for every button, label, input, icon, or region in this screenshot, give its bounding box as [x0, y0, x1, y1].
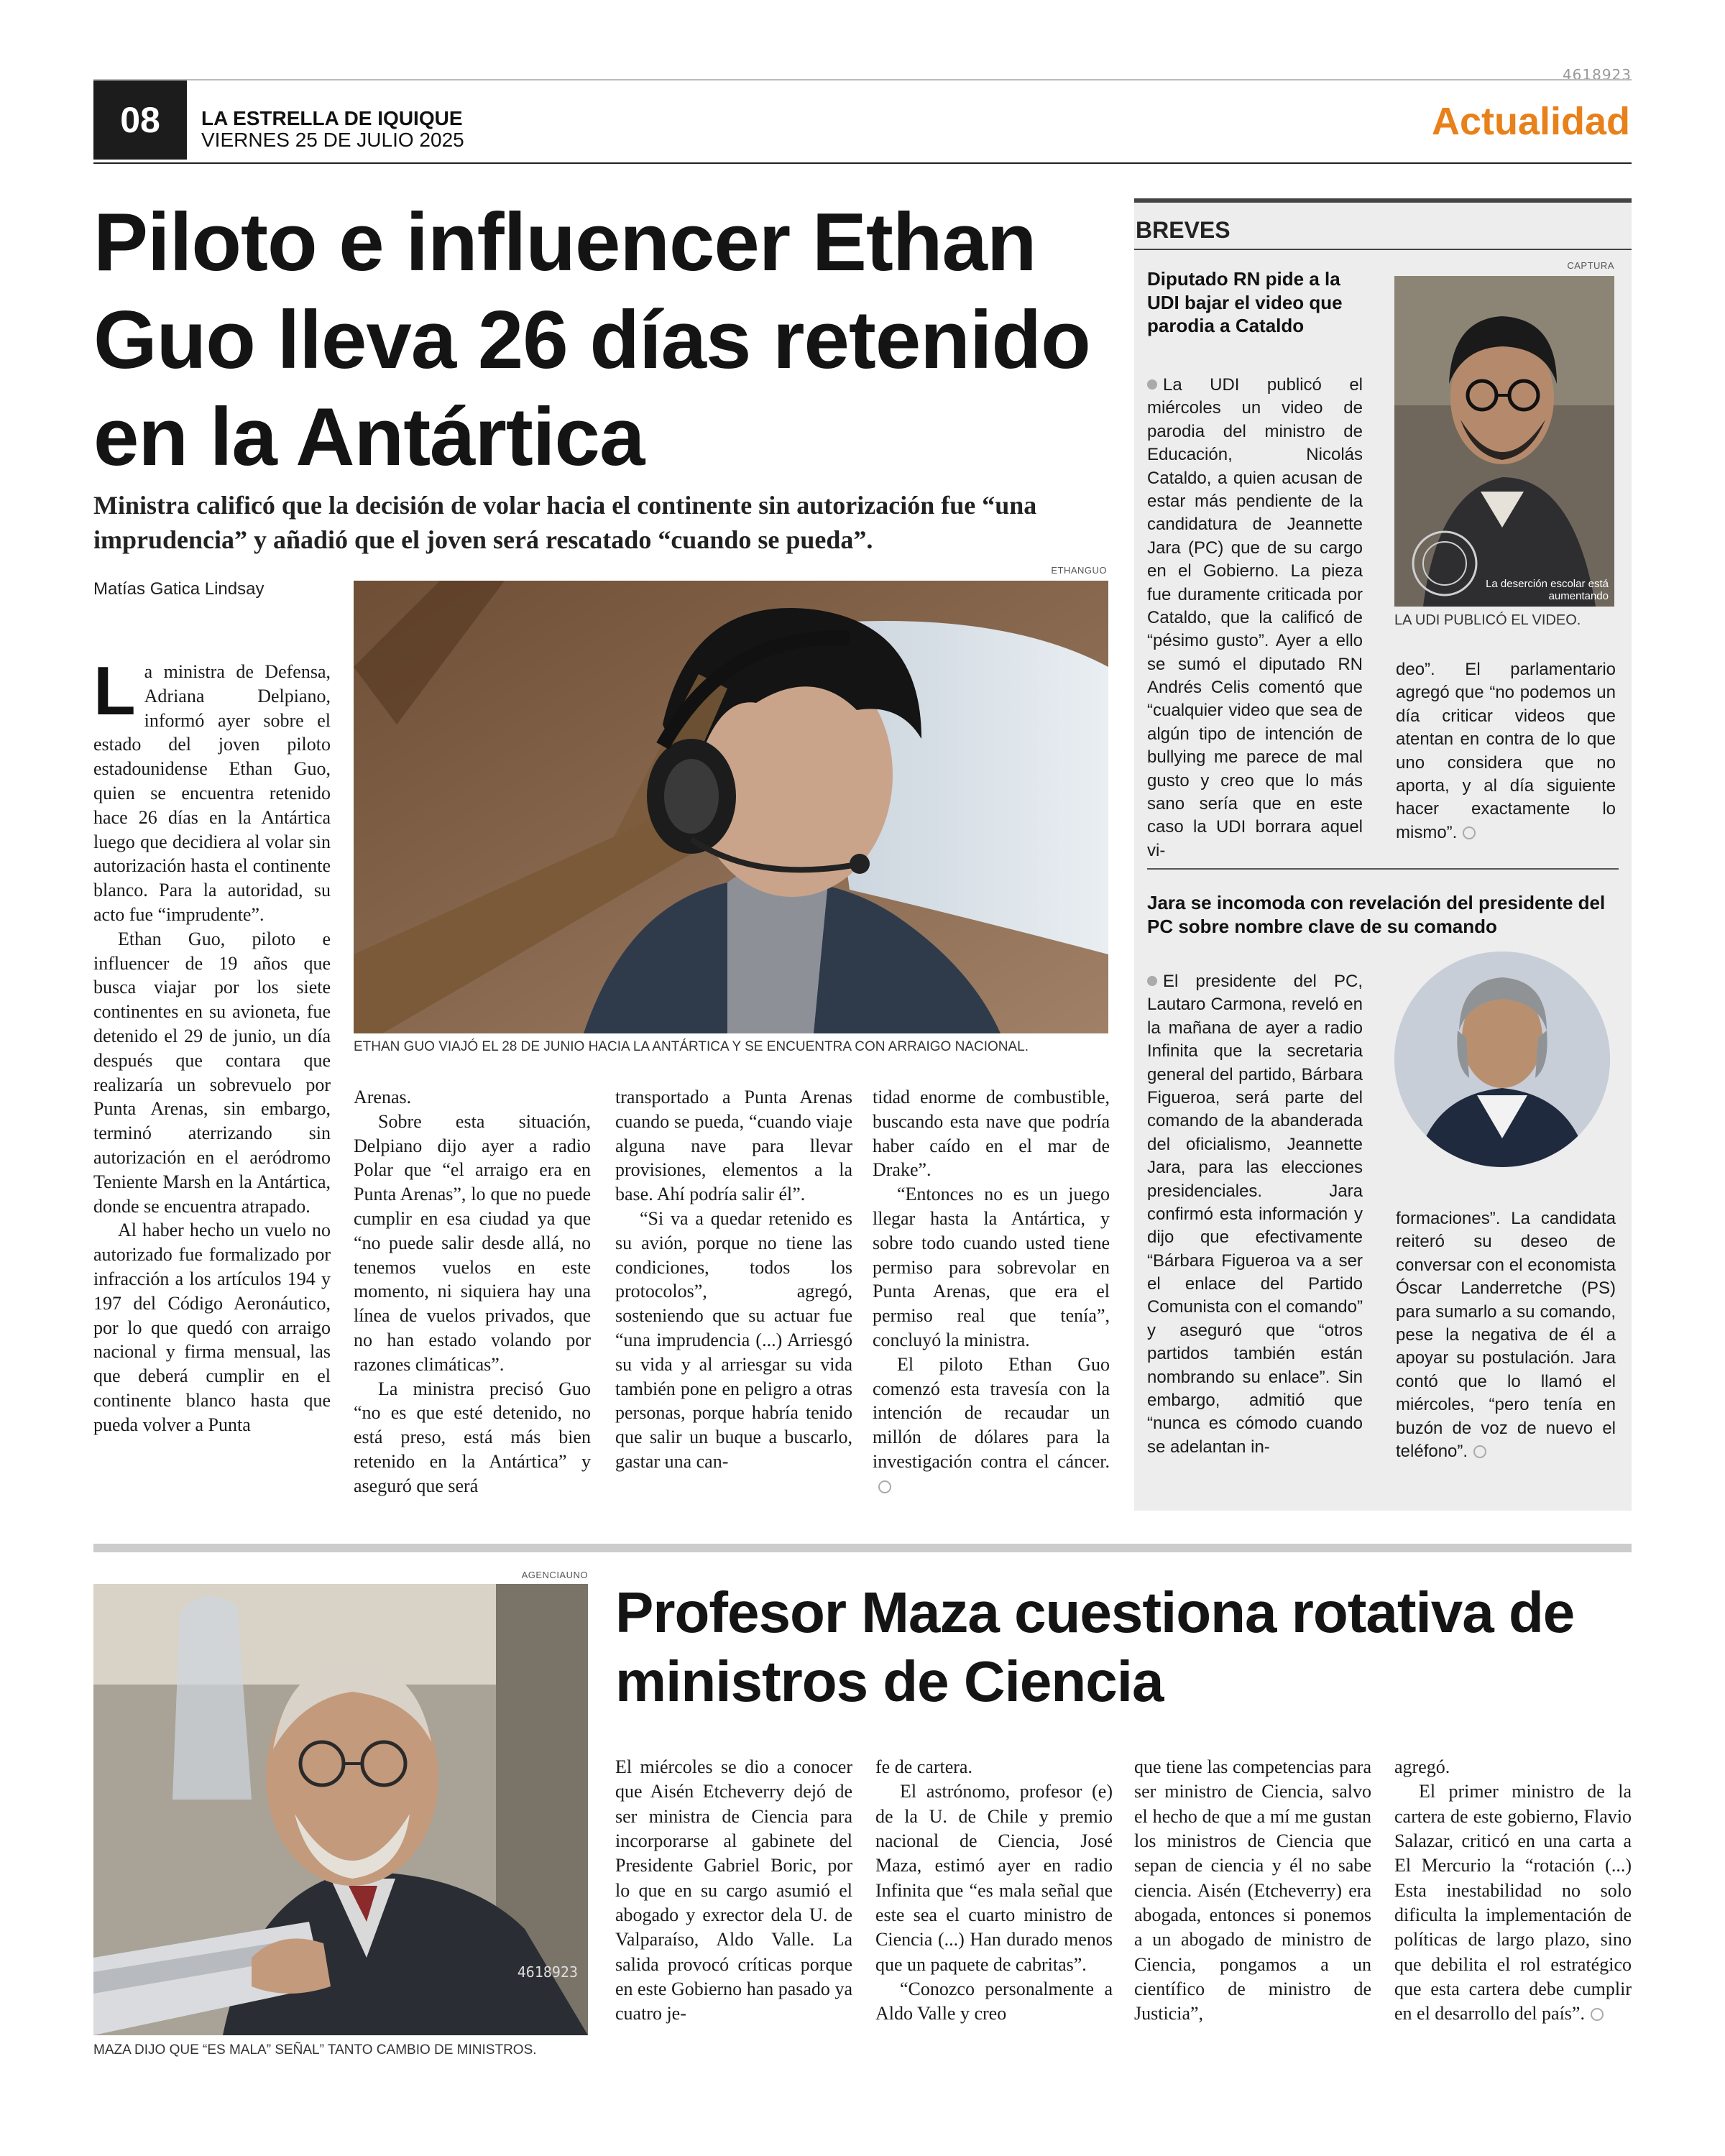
header-bottom-rule [93, 162, 1632, 164]
brief-separator [1147, 868, 1619, 870]
brief-1-column-2: deo”. El parlamentario agregó que “no podemos un día criticar videos que atentan en contra de lo que uno considera que no aporta, y al día siguiente hacer exactamente lo mismo”. [1396, 660, 1616, 842]
paragraph: Ethan Guo, piloto e influencer de 19 años que busca viajar por los siete continentes en su avioneta, fue detenido el 29 de junio, un día después que contara que realizaría un sobrevuelo por Punta Arenas, sin embargo, terminó aterrizando sin autorización en el aeródromo Teniente Marsh en la Antártica, donde se encuentra atrapado. [93, 928, 331, 1217]
byline: Matías Gatica Lindsay [93, 579, 264, 599]
paragraph: tidad enorme de combustible, buscando esta nave que podría haber caído en el mar de Drake”. [873, 1087, 1110, 1181]
end-mark-icon [1591, 2008, 1604, 2021]
drop-cap: L [93, 653, 136, 729]
end-mark-icon [878, 1480, 891, 1493]
brief-2-column-1: El presidente del PC, Lautaro Carmona, reveló en la mañana de ayer a radio Infinita que la secretaria general del partido, Bárbara Figueroa, será parte del comando de la abanderada del oficialismo, Jeannette Jara, para las elecciones presidenciales. Jara confirmó esta información y dijo que efectivamente “Bárbara Figueroa va a ser el enlace del Partido Comunista con el comando” y aseguró que “otros partidos también están nombrando su enlace”. Sin embargo, admitió que “nunca es cómodo cuando se adelantan in- [1147, 972, 1363, 1457]
newspaper-name: LA ESTRELLA DE IQUIQUE [201, 107, 463, 129]
issue-date: VIERNES 25 DE JULIO 2025 [201, 129, 464, 151]
masthead [201, 108, 464, 151]
end-mark-icon [1473, 1445, 1486, 1458]
udi-video-photo [1394, 276, 1614, 607]
paragraph: La ministra precisó Guo “no es que esté detenido, no está preso, está más bien retenido en la Antártica” y aseguró que será [354, 1378, 591, 1496]
brief-1-title: Diputado RN pide a la UDI bajar el video que parodia a Cataldo [1147, 268, 1343, 336]
paragraph: El astrónomo, profesor (e) de la U. de Chile y premio nacional de Ciencia, José Maza, estimó ayer en radio Infinita que “es mala señal que este sea el cuarto ministro de Ciencia (...) Han durado menos que un paquete de cabritas”. [875, 1781, 1113, 1975]
page-id: 4618923 [1562, 66, 1632, 83]
article-column-3 [615, 1085, 852, 1474]
brief-2-title: Jara se incomoda con revelación del presidente del PC sobre nombre clave de su comando [1147, 892, 1606, 937]
brief-1-photo-caption: LA UDI PUBLICÓ EL VIDEO. [1394, 612, 1581, 628]
jose-maza-photo [93, 1584, 588, 2035]
paragraph: Al haber hecho un vuelo no autorizado fue formalizado por infracción a los artículos 194 y 197 del Código Aeronáutico, por lo que quedó con arraigo nacional y firma mensual, las que deberá cumplir en el continente blanco hasta que pueda volver a Punta [93, 1220, 331, 1435]
photo-caption: ETHAN GUO VIAJÓ EL 28 DE JUNIO HACIA LA ANTÁRTICA Y SE ENCUENTRA CON ARRAIGO NACIONAL. [354, 1039, 1029, 1054]
paragraph: El miércoles se dio a conocer que Aisén Etcheverry dejó de ser ministra de Ciencia para incorporarse al gabinete del Presidente Gabriel Boric, por lo que en su cargo asumió el abogado y exrector dela U. de Valparaíso, Aldo Valle. La salida provocó críticas porque en este Gobierno han pasado ya cuatro je- [615, 1756, 852, 2024]
article-column-1 [93, 653, 331, 1437]
second-column-2 [875, 1755, 1113, 2026]
paragraph: a ministra de Defensa, Adriana Delpiano, informó ayer sobre el estado del joven piloto estadounidense Ethan Guo, quien se encuentra retenido hace 26 días en la Antártica luego que decidiera al volar sin autorización hasta el continente blanco. Para la autoridad, su acto fue “imprudente”. [93, 661, 331, 925]
second-column-3 [1134, 1755, 1371, 2026]
paragraph: que tiene las competencias para ser ministro de Ciencia, salvo el hecho de que a mí me gustan los ministros de Ciencia que sepan de ciencia y él no sabe ciencia. Aisén (Etcheverry) era abogada, entonces si ponemos a un abogado de ministro de Ciencia, pongamos a un científico de ministro de Justicia”, [1134, 1756, 1371, 2024]
paragraph: El primer ministro de la cartera de este gobierno, Flavio Salazar, criticó en una carta a El Mercurio la “rotación (...) Esta inestabilidad no solo dificulta la implementación de políticas de largo plazo, sino que debilita el rol estratégico que esta cartera debe cumplir en el desarrollo del país”. [1394, 1781, 1632, 2024]
breves-top-rule [1134, 198, 1632, 203]
section-label: Actualidad [1431, 100, 1630, 143]
article-column-2 [354, 1085, 591, 1498]
breves-label: BREVES [1136, 217, 1230, 243]
bullet-icon [1147, 379, 1157, 390]
paragraph: “Entonces no es un juego llegar hasta la Antártica, y sobre todo cuando usted tiene permiso para sobrevolar en Punta Arenas, que era el permiso real que tenía”, concluyó la ministra. [873, 1184, 1110, 1350]
paragraph: Sobre esta situación, Delpiano dijo ayer a radio Polar que “el arraigo era en Punta Arenas”, lo que no puede cumplir en esa ciudad ya que “no puede salir desde allá, no tenemos vuelos en este momento, ni siquiera hay una línea de vuelos privados, que no han estado volando por razones climáticas”. [354, 1110, 591, 1375]
paragraph: Arenas. [354, 1087, 412, 1107]
main-subhead: Ministra calificó que la decisión de volar hacia el continente sin autorización fue “una imprudencia” y añadió que el joven será rescatado “cuando se pueda”. [93, 491, 1037, 554]
photo-2-caption: MAZA DIJO QUE “ES MALA” SEÑAL” TANTO CAMBIO DE MINISTROS. [93, 2042, 537, 2058]
brief-2-column-2: formaciones”. La candidata reiteró su deseo de conversar con el economista Óscar Landerretche (PS) para sumarlo a su comando, pese la negativa de él a apoyar su postulación. Jara contó que lo llamó el miércoles, “pero tenía en buzón de voz de nuevo el teléfono”. [1396, 1209, 1616, 1461]
second-column-4 [1394, 1755, 1632, 2026]
paragraph: transportado a Punta Arenas cuando se pueda, “cuando viaje alguna nave para llevar provisiones, elementos a la base. Ahí podría salir él”. [615, 1087, 852, 1205]
paragraph: El piloto Ethan Guo comenzó esta travesía con la intención de recaudar un millón de dólares para la investigación contra el cáncer. [873, 1353, 1110, 1498]
paragraph: “Conozco personalmente a Aldo Valle y creo [875, 1978, 1113, 2024]
page-number: 08 [93, 80, 187, 160]
barbara-figueroa-portrait [1394, 952, 1610, 1167]
video-overlay-text: La deserción escolar está aumentando [1486, 578, 1609, 602]
photo-watermark: 4618923 [517, 1963, 578, 1981]
photo-credit: ETHANGUO [1051, 565, 1107, 576]
bullet-icon [1147, 976, 1157, 986]
paragraph: fe de cartera. [875, 1756, 972, 1777]
paragraph: agregó. [1394, 1756, 1450, 1777]
second-headline: Profesor Maza cuestiona rotativa de ministros de Ciencia [615, 1580, 1575, 1713]
main-headline: Piloto e influencer Ethan Guo lleva 26 días retenido en la Antártica [93, 197, 1090, 484]
breves-rule [1134, 249, 1632, 250]
paragraph: “Si va a quedar retenido es su avión, porque no tiene las condiciones, todos los protocolos”, agregó, sosteniendo que su actuar fue “una imprudencia (...) Arriesgó su vida y al arriesgar su vida también pone en peligro a otras personas, porque habría tenido que salir un buque a buscarlo, gastar una can- [615, 1207, 852, 1472]
article-column-4 [873, 1085, 1110, 1498]
brief-1-photo-credit: CAPTURA [1567, 260, 1614, 271]
brief-1-column-1: La UDI publicó el miércoles un video de parodia del ministro de Educación, Nicolás Cataldo, a quien acusan de estar más pendiente de la candidatura de Jeannette Jara (PC) que de su cargo en el Gobierno. La pieza fue duramente criticada por Cataldo, que la calificó de “pésimo gusto”. Ayer a ello se sumó el diputado RN Andrés Celis comentó que “cualquier video que sea de algún tipo de intención de bullying me parece de mal gusto y creo que lo más sano sería que en este caso la UDI borrara aquel vi- [1147, 375, 1363, 860]
ethan-guo-photo [354, 581, 1108, 1033]
end-mark-icon [1463, 826, 1476, 839]
header-rule [93, 79, 1632, 80]
second-column-1 [615, 1755, 852, 2026]
photo-2-credit: AGENCIAUNO [521, 1570, 588, 1580]
article-separator [93, 1544, 1632, 1552]
